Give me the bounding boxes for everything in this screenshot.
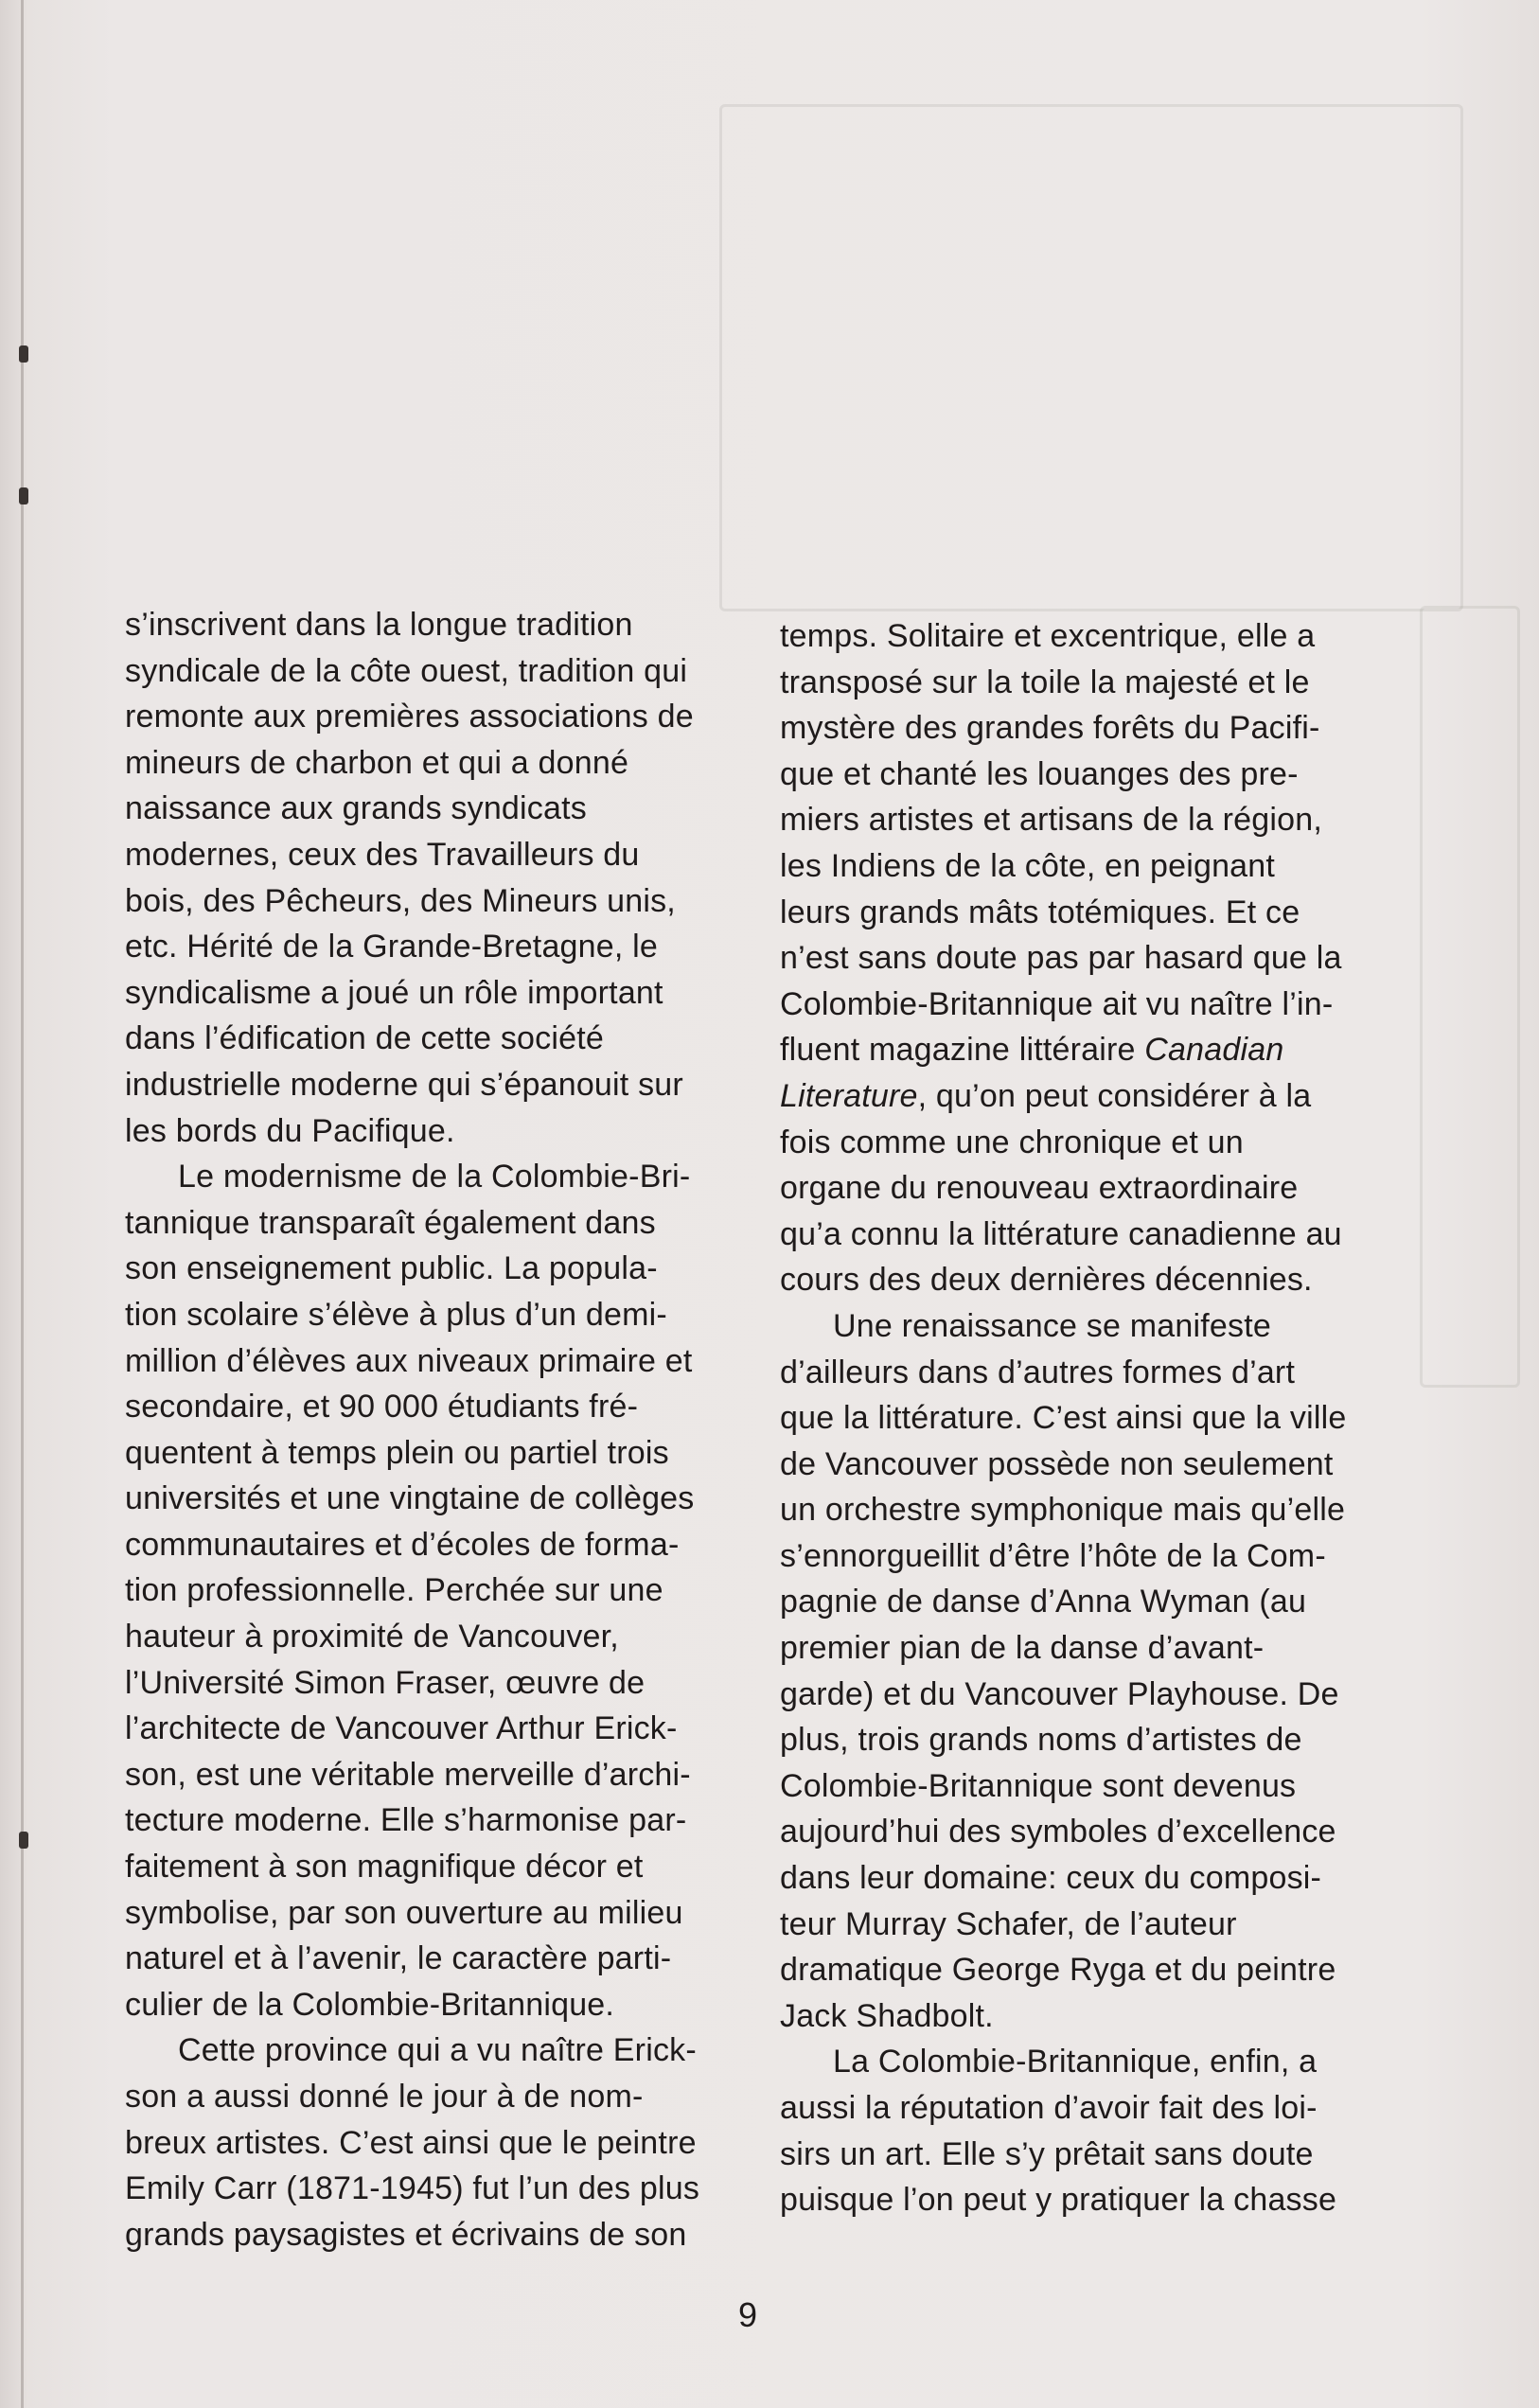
text-line: Colombie-Britannique sont devenus xyxy=(780,1767,1297,1804)
text-line: son, est une véritable merveille d’archi- xyxy=(125,1756,691,1793)
text-line: dans leur domaine: ceux du composi- xyxy=(780,1860,1322,1897)
text-line: mineurs de charbon et qui a donné xyxy=(125,744,629,781)
text-line: Le modernisme de la Colombie-Bri- xyxy=(178,1159,691,1195)
text-line: puisque l’on peut y pratiquer la chasse xyxy=(780,2182,1337,2219)
text-line: Jack Shadbolt. xyxy=(780,1997,994,2034)
text-line: dramatique George Ryga et du peintre xyxy=(780,1952,1336,1989)
text-line: Une renaissance se manifeste xyxy=(833,1307,1271,1344)
text-line: dans l’édification de cette société xyxy=(125,1020,604,1057)
staple-mark xyxy=(19,487,28,505)
text-line: leurs grands mâts totémiques. Et ce xyxy=(780,894,1300,930)
text-line: breux artistes. C’est ainsi que le peintre xyxy=(125,2124,697,2161)
text-line: transposé sur la toile la majesté et le xyxy=(780,664,1310,700)
text-line: qu’a connu la littérature canadienne au xyxy=(780,1215,1342,1252)
text-line: miers artistes et artisans de la région, xyxy=(780,802,1323,839)
text-line: quentent à temps plein ou partiel trois xyxy=(125,1434,669,1471)
text-line: tannique transparaît également dans xyxy=(125,1204,656,1241)
text-line: bois, des Pêcheurs, des Mineurs unis, xyxy=(125,882,676,919)
text-line: universités et une vingtaine de collèges xyxy=(125,1480,695,1517)
text-line: grands paysagistes et écrivains de son xyxy=(125,2216,687,2253)
text-line: s’inscrivent dans la longue tradition xyxy=(125,607,633,643)
text-line: fluent magazine littéraire Canadian xyxy=(780,1032,1284,1069)
text-column-left xyxy=(125,602,759,2258)
text-line: symbolise, par son ouverture au milieu xyxy=(125,1894,683,1931)
text-line: secondaire, et 90 000 étudiants fré- xyxy=(125,1389,639,1425)
text-line: n’est sans doute pas par hasard que la xyxy=(780,940,1342,977)
text-line: Literature, qu’on peut considérer à la xyxy=(780,1077,1312,1114)
text-line: Emily Carr (1871-1945) fut l’un des plus xyxy=(125,2170,700,2207)
text-column-right xyxy=(780,613,1414,2223)
text-line: garde) et du Vancouver Playhouse. De xyxy=(780,1675,1339,1712)
text-line: l’architecte de Vancouver Arthur Erick- xyxy=(125,1710,678,1747)
text-line: premier pian de la danse d’avant- xyxy=(780,1630,1265,1667)
text-line: syndicale de la côte ouest, tradition qui xyxy=(125,652,688,689)
text-line: aussi la réputation d’avoir fait des loi- xyxy=(780,2090,1318,2126)
text-line: son a aussi donné le jour à de nom- xyxy=(125,2079,644,2115)
text-line: fois comme une chronique et un xyxy=(780,1124,1244,1160)
text-line: tion scolaire s’élève à plus d’un demi- xyxy=(125,1296,667,1333)
text-line: etc. Hérité de la Grande-Bretagne, le xyxy=(125,929,659,965)
text-line: syndicalisme a joué un rôle important xyxy=(125,974,663,1011)
text-line: La Colombie-Britannique, enfin, a xyxy=(833,2044,1318,2080)
text-line: naturel et à l’avenir, le caractère parti- xyxy=(125,1940,672,1977)
show-through-illustration xyxy=(719,104,1463,611)
text-line: pagnie de danse d’Anna Wyman (au xyxy=(780,1584,1307,1620)
text-line: communautaires et d’écoles de forma- xyxy=(125,1526,680,1563)
text-line: les Indiens de la côte, en peignant xyxy=(780,847,1276,884)
text-line: aujourd’hui des symboles d’excellence xyxy=(780,1814,1336,1850)
text-line: les bords du Pacifique. xyxy=(125,1112,455,1149)
text-line: un orchestre symphonique mais qu’elle xyxy=(780,1492,1346,1529)
staple-mark xyxy=(19,345,28,363)
text-line: temps. Solitaire et excentrique, elle a xyxy=(780,618,1316,654)
text-line: hauteur à proximité de Vancouver, xyxy=(125,1619,619,1656)
text-line: plus, trois grands noms d’artistes de xyxy=(780,1722,1302,1759)
text-line: million d’élèves aux niveaux primaire et xyxy=(125,1342,693,1379)
text-line: mystère des grandes forêts du Pacifi- xyxy=(780,710,1320,747)
text-line: culier de la Colombie-Britannique. xyxy=(125,1986,615,2023)
text-line: naissance aux grands syndicats xyxy=(125,790,587,827)
text-line: industrielle moderne qui s’épanouit sur xyxy=(125,1066,683,1103)
text-line: organe du renouveau extraordinaire xyxy=(780,1170,1299,1207)
text-line: modernes, ceux des Travailleurs du xyxy=(125,836,640,873)
show-through-text-block xyxy=(1420,606,1520,1388)
text-line: faitement à son magnifique décor et xyxy=(125,1849,644,1886)
text-line: sirs un art. Elle s’y prêtait sans doute xyxy=(780,2135,1314,2172)
text-line: s’ennorgueillit d’être l’hôte de la Com- xyxy=(780,1537,1326,1574)
text-line: Cette province qui a vu naître Erick- xyxy=(178,2032,697,2069)
text-line: de Vancouver possède non seulement xyxy=(780,1445,1334,1482)
text-line: teur Murray Schafer, de l’auteur xyxy=(780,1905,1237,1942)
text-line: tion professionnelle. Perchée sur une xyxy=(125,1572,663,1609)
text-line: l’Université Simon Fraser, œuvre de xyxy=(125,1664,646,1701)
text-line: cours des deux dernières décennies. xyxy=(780,1262,1313,1299)
staple-mark xyxy=(19,1832,28,1849)
text-line: Colombie-Britannique ait vu naître l’in- xyxy=(780,985,1334,1022)
text-line: que la littérature. C’est ainsi que la ville xyxy=(780,1400,1347,1437)
page-number: 9 xyxy=(737,2295,758,2334)
text-line: tecture moderne. Elle s’harmonise par- xyxy=(125,1802,687,1839)
text-line: son enseignement public. La popula- xyxy=(125,1250,658,1287)
text-line: que et chanté les louanges des pre- xyxy=(780,755,1299,792)
text-line: remonte aux premières associations de xyxy=(125,699,694,735)
text-line: d’ailleurs dans d’autres formes d’art xyxy=(780,1354,1296,1390)
